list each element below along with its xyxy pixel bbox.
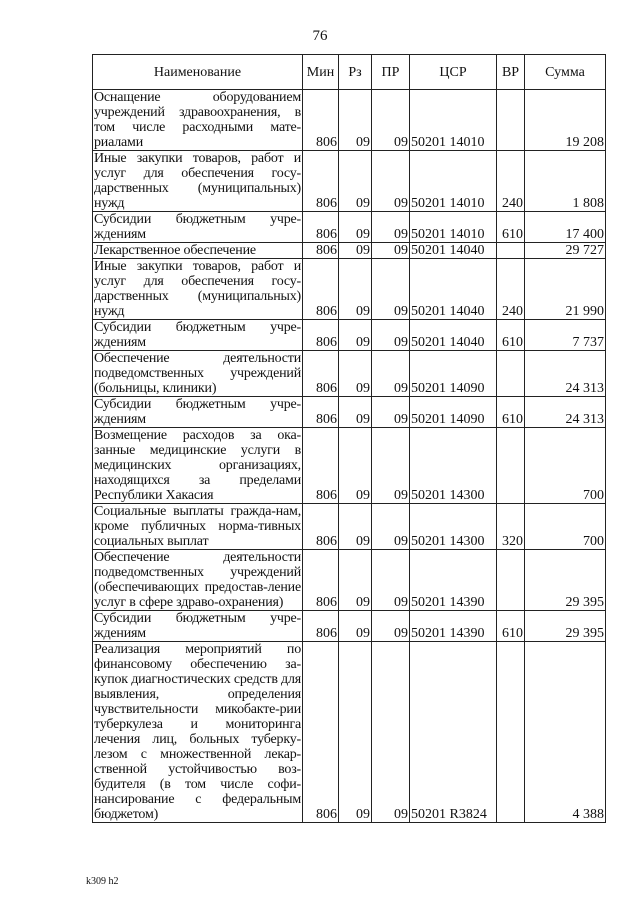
row-rz: 09 <box>339 259 372 320</box>
row-csr: 50201 14390 <box>410 611 497 642</box>
table-row <box>93 611 606 642</box>
row-rz: 09 <box>339 320 372 351</box>
table-row <box>93 259 606 320</box>
row-rz: 09 <box>339 243 372 259</box>
row-rz: 09 <box>339 397 372 428</box>
row-name: Обеспечение деятельности подведомственных учреждений (больницы, клиники) <box>94 351 301 396</box>
row-pr: 09 <box>372 243 410 259</box>
row-rz: 09 <box>339 212 372 243</box>
row-vr: 610 <box>497 320 525 351</box>
header-csr: ЦСР <box>410 55 497 90</box>
row-csr: 50201 14010 <box>410 151 497 212</box>
row-name: Субсидии бюджетным учре-ждениям <box>94 397 301 427</box>
row-name: Оснащение оборудованием учреждений здравоохранения, в том числе расходными мате-риалами <box>94 90 301 150</box>
row-vr: 610 <box>497 212 525 243</box>
row-pr: 09 <box>372 151 410 212</box>
row-pr: 09 <box>372 351 410 397</box>
row-name: Иные закупки товаров, работ и услуг для обеспечения госу-дарственных (муниципальных) нужд <box>94 151 301 211</box>
row-sum: 24 313 <box>525 397 606 428</box>
row-name: Иные закупки товаров, работ и услуг для обеспечения госу-дарственных (муниципальных) нужд <box>94 259 301 319</box>
row-min: 806 <box>303 642 339 823</box>
row-min: 806 <box>303 504 339 550</box>
row-rz: 09 <box>339 611 372 642</box>
table-row <box>93 397 606 428</box>
row-name: Субсидии бюджетным учре-ждениям <box>94 320 301 350</box>
row-min: 806 <box>303 550 339 611</box>
row-sum: 29 727 <box>525 243 606 259</box>
row-vr <box>497 90 525 151</box>
row-rz: 09 <box>339 428 372 504</box>
row-rz: 09 <box>339 351 372 397</box>
row-pr: 09 <box>372 90 410 151</box>
row-sum: 7 737 <box>525 320 606 351</box>
row-pr: 09 <box>372 397 410 428</box>
row-sum: 29 395 <box>525 611 606 642</box>
table-row <box>93 212 606 243</box>
row-sum: 24 313 <box>525 351 606 397</box>
row-csr: 50201 14090 <box>410 397 497 428</box>
table-row <box>93 320 606 351</box>
row-rz: 09 <box>339 151 372 212</box>
row-csr: 50201 14040 <box>410 243 497 259</box>
row-pr: 09 <box>372 320 410 351</box>
row-sum: 29 395 <box>525 550 606 611</box>
row-min: 806 <box>303 212 339 243</box>
row-min: 806 <box>303 243 339 259</box>
row-vr <box>497 351 525 397</box>
row-vr <box>497 428 525 504</box>
table-header-row <box>93 55 606 90</box>
header-pr: ПР <box>372 55 410 90</box>
header-vr: ВР <box>497 55 525 90</box>
row-csr: 50201 14010 <box>410 212 497 243</box>
row-csr: 50201 14300 <box>410 428 497 504</box>
row-sum: 4 388 <box>525 642 606 823</box>
table-body <box>93 90 606 823</box>
table-row <box>93 642 606 823</box>
row-vr: 320 <box>497 504 525 550</box>
row-pr: 09 <box>372 259 410 320</box>
row-vr: 240 <box>497 259 525 320</box>
row-name: Лекарственное обеспечение <box>93 243 303 259</box>
row-vr <box>497 243 525 259</box>
row-pr: 09 <box>372 642 410 823</box>
table-row <box>93 550 606 611</box>
row-min: 806 <box>303 320 339 351</box>
row-min: 806 <box>303 259 339 320</box>
row-rz: 09 <box>339 642 372 823</box>
table-row <box>93 428 606 504</box>
row-sum: 17 400 <box>525 212 606 243</box>
row-min: 806 <box>303 151 339 212</box>
row-name: Субсидии бюджетным учре-ждениям <box>94 611 301 641</box>
row-pr: 09 <box>372 428 410 504</box>
row-vr <box>497 642 525 823</box>
row-csr: 50201 14090 <box>410 351 497 397</box>
row-vr: 610 <box>497 611 525 642</box>
row-min: 806 <box>303 90 339 151</box>
row-sum: 1 808 <box>525 151 606 212</box>
row-csr: 50201 14300 <box>410 504 497 550</box>
header-min: Мин <box>303 55 339 90</box>
row-csr: 50201 14390 <box>410 550 497 611</box>
row-csr: 50201 R3824 <box>410 642 497 823</box>
header-rz: Рз <box>339 55 372 90</box>
table-row <box>93 243 606 259</box>
row-vr: 610 <box>497 397 525 428</box>
row-csr: 50201 14040 <box>410 320 497 351</box>
row-sum: 700 <box>525 428 606 504</box>
row-name: Реализация мероприятий по финансовому обеспечению за-купок диагностических средств для выявления, определения чувствительности микобакте-рии туберкулеза и мониторинга лечения лиц, больных туберку-лезом с множественной лекар-ственной устойчивостью воз-будителя (в том числе софи-нансирование с федеральным бюджетом) <box>94 642 302 822</box>
row-min: 806 <box>303 428 339 504</box>
table-row <box>93 351 606 397</box>
footer-code: k309 h2 <box>86 876 119 887</box>
row-pr: 09 <box>372 504 410 550</box>
page-number: 76 <box>312 28 328 44</box>
row-name: Социальные выплаты гражда-нам, кроме публичных норма-тивных социальных выплат <box>94 504 301 549</box>
row-sum: 19 208 <box>525 90 606 151</box>
row-sum: 700 <box>525 504 606 550</box>
row-min: 806 <box>303 611 339 642</box>
table-row <box>93 504 606 550</box>
row-name: Субсидии бюджетным учре-ждениям <box>94 212 301 242</box>
row-csr: 50201 14040 <box>410 259 497 320</box>
header-sum: Сумма <box>525 55 606 90</box>
row-pr: 09 <box>372 212 410 243</box>
budget-table <box>92 54 606 823</box>
table-row <box>93 90 606 151</box>
row-rz: 09 <box>339 504 372 550</box>
row-rz: 09 <box>339 90 372 151</box>
row-vr <box>497 550 525 611</box>
row-vr: 240 <box>497 151 525 212</box>
table-row <box>93 151 606 212</box>
header-name: Наименование <box>93 55 303 90</box>
row-min: 806 <box>303 351 339 397</box>
row-min: 806 <box>303 397 339 428</box>
row-name: Обеспечение деятельности подведомственных учреждений (обеспечивающих предостав-ление услуг в сфере здраво-охранения) <box>94 550 301 610</box>
row-name: Возмещение расходов за ока-занные медицинские услуги в медицинских организациях, находящихся за пределами Республики Хакасия <box>94 428 301 503</box>
row-sum: 21 990 <box>525 259 606 320</box>
row-rz: 09 <box>339 550 372 611</box>
row-pr: 09 <box>372 611 410 642</box>
row-pr: 09 <box>372 550 410 611</box>
row-csr: 50201 14010 <box>410 90 497 151</box>
